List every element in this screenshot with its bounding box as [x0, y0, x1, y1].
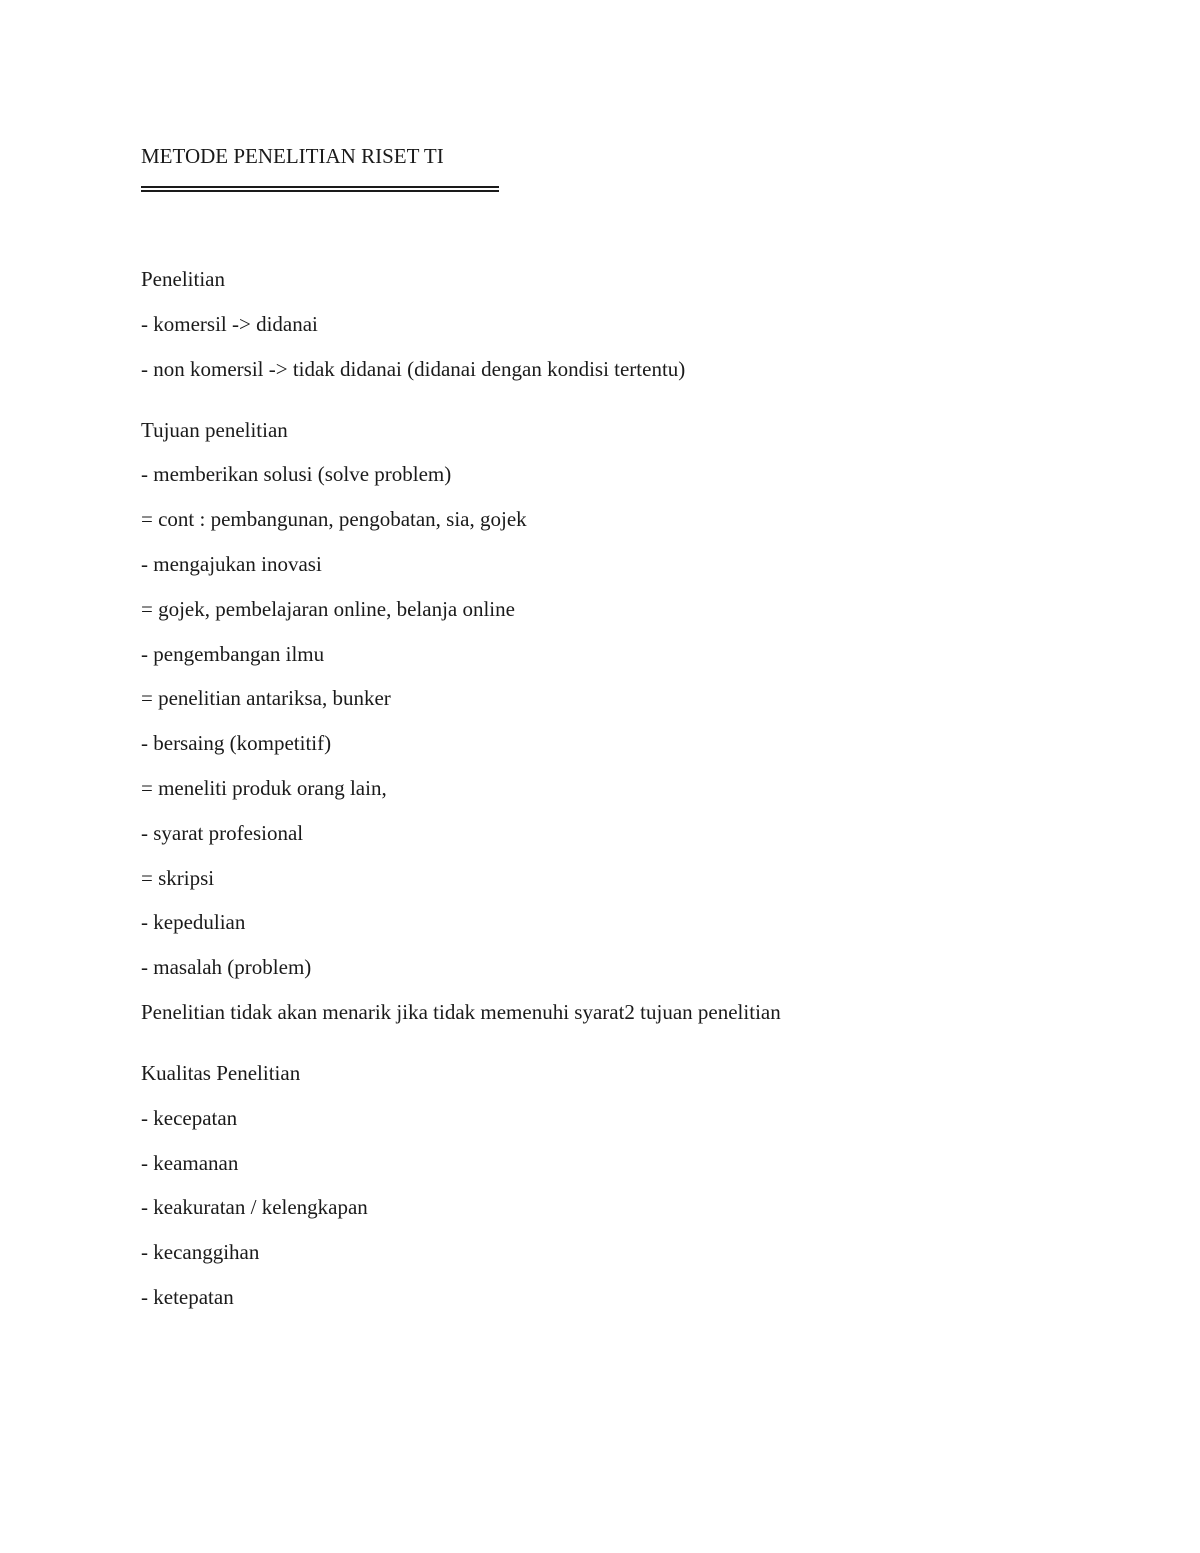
section-heading: Penelitian [141, 267, 225, 291]
list-item: = cont : pembangunan, pengobatan, sia, gojek [141, 507, 527, 532]
list-item: - keakuratan / kelengkapan [141, 1195, 368, 1220]
list-item: - non komersil -> tidak didanai (didanai dengan kondisi tertentu) [141, 356, 686, 381]
list-item: - bersaing (kompetitif) [141, 731, 332, 756]
list-item: = meneliti produk orang lain, [141, 775, 387, 800]
section-kualitas-penelitian [141, 1059, 1101, 1311]
list-item: - pengembangan ilmu [141, 641, 325, 666]
section-penelitian [141, 265, 1101, 383]
section-heading: Kualitas Penelitian [141, 1060, 301, 1085]
list-item: - komersil -> didanai [141, 311, 318, 336]
paragraph: Penelitian tidak akan menarik jika tidak memenuhi syarat2 tujuan penelitian [141, 999, 781, 1024]
list-item: - memberikan solusi (solve problem) [141, 462, 452, 487]
list-item: - kecanggihan [141, 1240, 260, 1265]
list-item: - masalah (problem) [141, 955, 312, 980]
list-item: - kecepatan [141, 1105, 238, 1130]
list-item: - kepedulian [141, 910, 246, 935]
document-title: METODE PENELITIAN RISET TI [141, 144, 444, 168]
list-item: = skripsi [141, 865, 215, 890]
double-underline-divider [141, 186, 499, 192]
document-body [141, 142, 1101, 1344]
list-item: = penelitian antariksa, bunker [141, 686, 391, 711]
list-item: - keamanan [141, 1150, 239, 1175]
list-item: - ketepatan [141, 1284, 234, 1309]
list-item: = gojek, pembelajaran online, belanja online [141, 596, 515, 621]
list-item: - syarat profesional [141, 820, 304, 845]
list-item: - mengajukan inovasi [141, 551, 322, 576]
section-tujuan-penelitian [141, 416, 1101, 1026]
section-heading: Tujuan penelitian [141, 417, 288, 442]
